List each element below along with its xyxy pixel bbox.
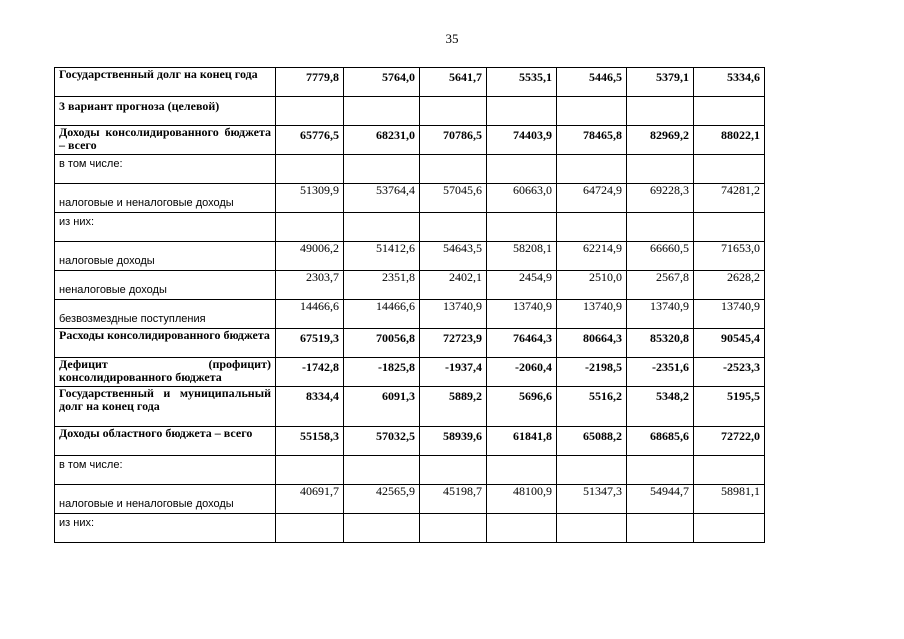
table-body (55, 68, 765, 543)
row-label: Государственный и муниципальный долг на конец года (55, 387, 276, 427)
table-row (55, 184, 765, 213)
value-cell (694, 514, 765, 543)
row-label: налоговые доходы (55, 242, 276, 271)
row-label: Дефицит (профицит) консолидированного бюджета (55, 358, 276, 387)
value-cell: 2454,9 (487, 271, 557, 300)
value-cell: 2303,7 (276, 271, 344, 300)
value-cell: -2351,6 (627, 358, 694, 387)
value-cell (557, 213, 627, 242)
page-number: 35 (445, 31, 459, 46)
value-cell: 5516,2 (557, 387, 627, 427)
value-cell: 2510,0 (557, 271, 627, 300)
row-label: налоговые и неналоговые доходы (55, 184, 276, 213)
value-cell: 7779,8 (276, 68, 344, 97)
value-cell: -1937,4 (420, 358, 487, 387)
value-cell: 58939,6 (420, 427, 487, 456)
value-cell: 13740,9 (420, 300, 487, 329)
value-cell (344, 213, 420, 242)
value-cell: 51347,3 (557, 485, 627, 514)
value-cell (557, 514, 627, 543)
value-cell: 48100,9 (487, 485, 557, 514)
value-cell: 70056,8 (344, 329, 420, 358)
value-cell: 68231,0 (344, 126, 420, 155)
value-cell (627, 97, 694, 126)
value-cell: 64724,9 (557, 184, 627, 213)
table-row (55, 271, 765, 300)
table-row (55, 213, 765, 242)
row-label: в том числе: (55, 456, 276, 485)
table-row (55, 300, 765, 329)
value-cell: 54944,7 (627, 485, 694, 514)
value-cell: 14466,6 (344, 300, 420, 329)
value-cell: -1742,8 (276, 358, 344, 387)
table-row (55, 387, 765, 427)
value-cell (420, 155, 487, 184)
value-cell: 90545,4 (694, 329, 765, 358)
value-cell: -2198,5 (557, 358, 627, 387)
value-cell: 51412,6 (344, 242, 420, 271)
value-cell: 42565,9 (344, 485, 420, 514)
value-cell: 72722,0 (694, 427, 765, 456)
value-cell: 5334,6 (694, 68, 765, 97)
value-cell (557, 155, 627, 184)
value-cell (344, 97, 420, 126)
table-row (55, 485, 765, 514)
row-label: в том числе: (55, 155, 276, 184)
value-cell (344, 514, 420, 543)
value-cell: 78465,8 (557, 126, 627, 155)
value-cell: 60663,0 (487, 184, 557, 213)
value-cell: 5764,0 (344, 68, 420, 97)
value-cell: 67519,3 (276, 329, 344, 358)
value-cell: 66660,5 (627, 242, 694, 271)
value-cell: 53764,4 (344, 184, 420, 213)
value-cell (420, 514, 487, 543)
value-cell: 54643,5 (420, 242, 487, 271)
value-cell: 61841,8 (487, 427, 557, 456)
value-cell: 2351,8 (344, 271, 420, 300)
value-cell: 57032,5 (344, 427, 420, 456)
value-cell (420, 456, 487, 485)
table-row (55, 126, 765, 155)
value-cell: 13740,9 (557, 300, 627, 329)
row-label: из них: (55, 514, 276, 543)
value-cell (557, 456, 627, 485)
value-cell: 51309,9 (276, 184, 344, 213)
value-cell: -2523,3 (694, 358, 765, 387)
table-row (55, 329, 765, 358)
value-cell (344, 456, 420, 485)
row-label: из них: (55, 213, 276, 242)
table-row (55, 97, 765, 126)
row-label: Доходы консолидированного бюджета – всего (55, 126, 276, 155)
value-cell: 5696,6 (487, 387, 557, 427)
value-cell (487, 155, 557, 184)
value-cell: 2402,1 (420, 271, 487, 300)
value-cell: 69228,3 (627, 184, 694, 213)
value-cell: 2567,8 (627, 271, 694, 300)
row-label: Расходы консолидированного бюджета (55, 329, 276, 358)
value-cell: 6091,3 (344, 387, 420, 427)
value-cell: 72723,9 (420, 329, 487, 358)
value-cell: 5348,2 (627, 387, 694, 427)
table-row (55, 427, 765, 456)
value-cell (627, 514, 694, 543)
value-cell: 74403,9 (487, 126, 557, 155)
row-label: безвозмездные поступления (55, 300, 276, 329)
value-cell (694, 97, 765, 126)
value-cell: 8334,4 (276, 387, 344, 427)
value-cell (694, 456, 765, 485)
value-cell (627, 155, 694, 184)
value-cell (627, 213, 694, 242)
table-row (55, 242, 765, 271)
value-cell (420, 213, 487, 242)
value-cell: 65776,5 (276, 126, 344, 155)
table-row (55, 358, 765, 387)
value-cell: 40691,7 (276, 485, 344, 514)
value-cell (487, 213, 557, 242)
value-cell: 5889,2 (420, 387, 487, 427)
value-cell (557, 97, 627, 126)
row-label: Государственный долг на конец года (55, 68, 276, 97)
value-cell: 5446,5 (557, 68, 627, 97)
value-cell: 13740,9 (627, 300, 694, 329)
value-cell (276, 155, 344, 184)
value-cell: 57045,6 (420, 184, 487, 213)
value-cell (420, 97, 487, 126)
value-cell: 70786,5 (420, 126, 487, 155)
value-cell: 74281,2 (694, 184, 765, 213)
value-cell: 5641,7 (420, 68, 487, 97)
value-cell: 65088,2 (557, 427, 627, 456)
value-cell: 68685,6 (627, 427, 694, 456)
value-cell: 71653,0 (694, 242, 765, 271)
value-cell: -1825,8 (344, 358, 420, 387)
table-row (55, 456, 765, 485)
value-cell: 58208,1 (487, 242, 557, 271)
row-label: 3 вариант прогноза (целевой) (55, 97, 276, 126)
value-cell: -2060,4 (487, 358, 557, 387)
value-cell: 62214,9 (557, 242, 627, 271)
value-cell: 58981,1 (694, 485, 765, 514)
value-cell (487, 97, 557, 126)
row-label: налоговые и неналоговые доходы (55, 485, 276, 514)
value-cell: 5379,1 (627, 68, 694, 97)
value-cell (487, 514, 557, 543)
value-cell (276, 213, 344, 242)
value-cell: 80664,3 (557, 329, 627, 358)
value-cell: 13740,9 (487, 300, 557, 329)
value-cell: 13740,9 (694, 300, 765, 329)
value-cell (694, 155, 765, 184)
value-cell: 2628,2 (694, 271, 765, 300)
value-cell (276, 97, 344, 126)
value-cell: 5195,5 (694, 387, 765, 427)
value-cell: 5535,1 (487, 68, 557, 97)
value-cell: 55158,3 (276, 427, 344, 456)
value-cell (694, 213, 765, 242)
value-cell (627, 456, 694, 485)
row-label: Доходы областного бюджета – всего (55, 427, 276, 456)
value-cell: 45198,7 (420, 485, 487, 514)
forecast-table (54, 67, 765, 543)
value-cell: 49006,2 (276, 242, 344, 271)
value-cell: 88022,1 (694, 126, 765, 155)
value-cell: 14466,6 (276, 300, 344, 329)
table-row (55, 68, 765, 97)
value-cell: 76464,3 (487, 329, 557, 358)
row-label: неналоговые доходы (55, 271, 276, 300)
value-cell: 85320,8 (627, 329, 694, 358)
table-row (55, 514, 765, 543)
table-row (55, 155, 765, 184)
value-cell (276, 514, 344, 543)
value-cell: 82969,2 (627, 126, 694, 155)
value-cell (487, 456, 557, 485)
value-cell (276, 456, 344, 485)
value-cell (344, 155, 420, 184)
